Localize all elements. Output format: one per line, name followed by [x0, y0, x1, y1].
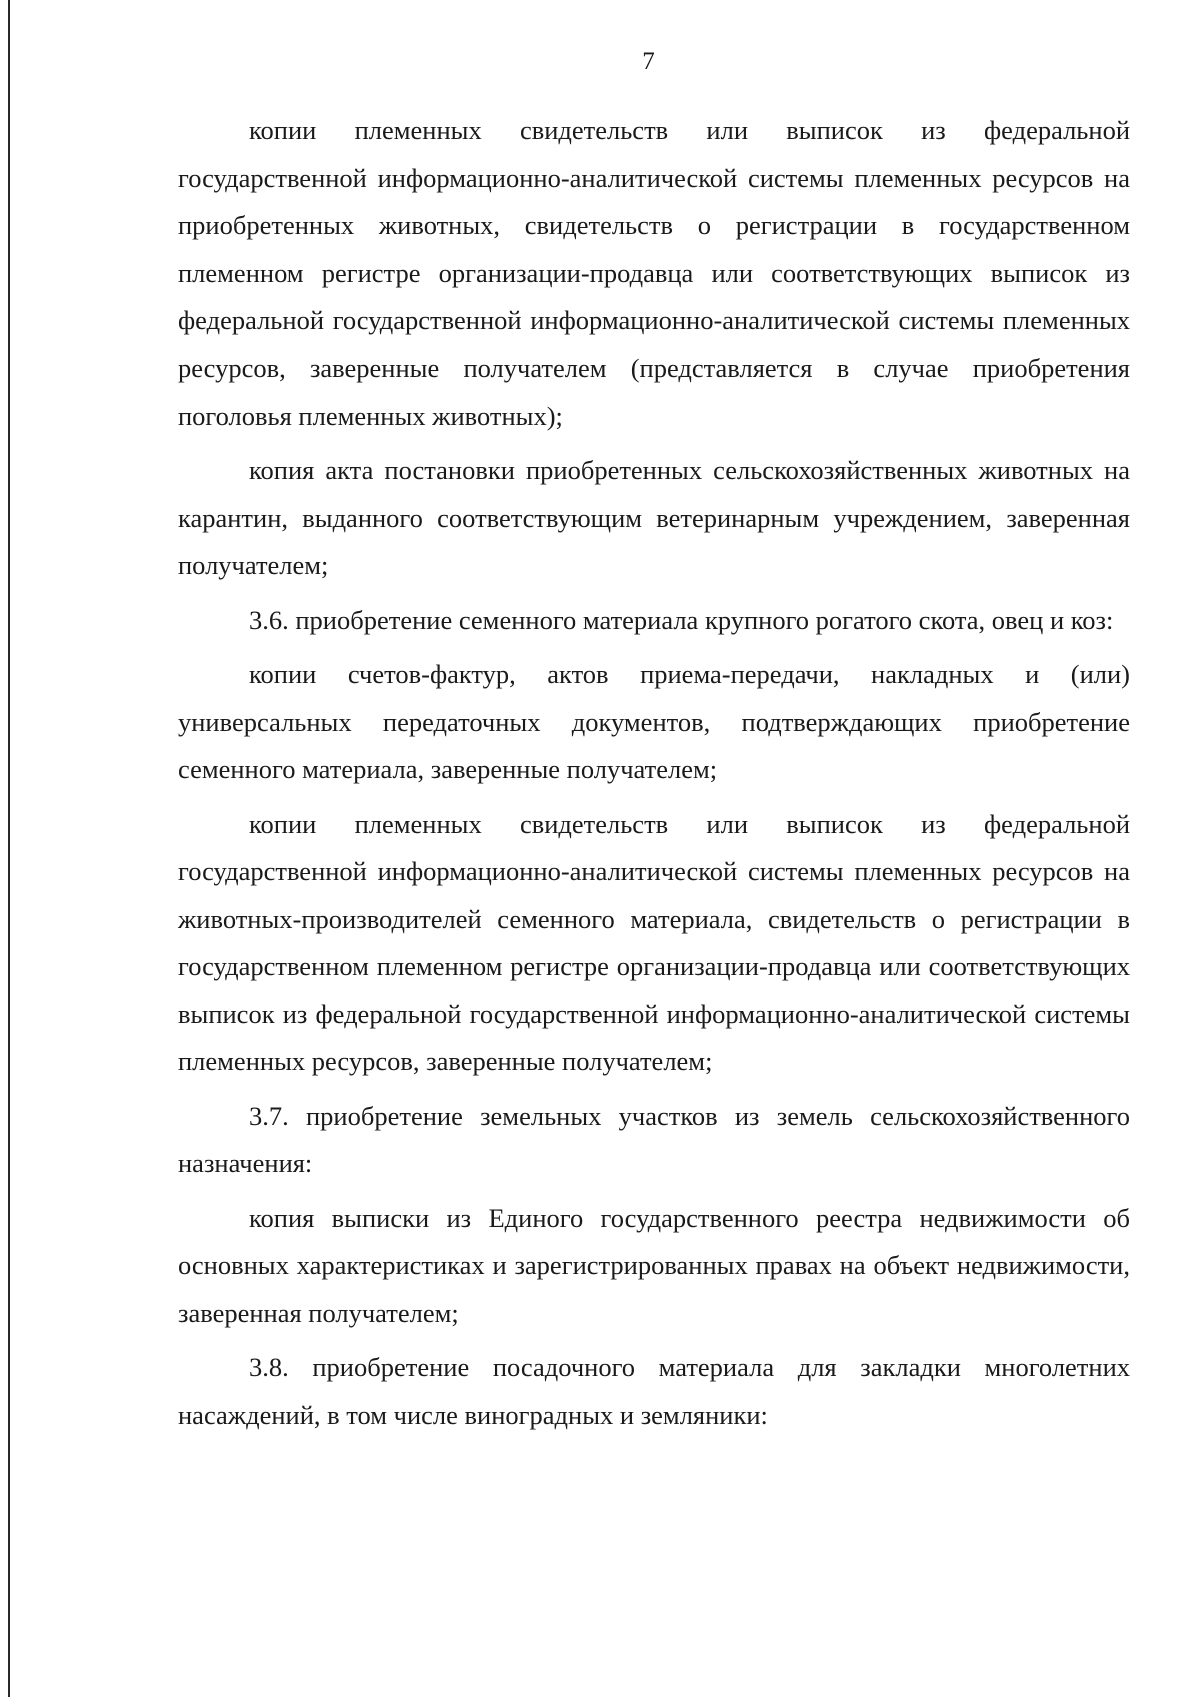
paragraph-quarantine-act: копия акта постановки приобретенных сельскохозяйственных животных на карантин, выданного соответствующим ветеринарным учреждением, заверенная получателем;: [178, 454, 1130, 581]
paragraph-section-3-6: 3.6. приобретение семенного материала крупного рогатого скота, овец и коз:: [249, 604, 1114, 635]
page-number: 7: [642, 48, 655, 75]
paragraph-section-3-8: 3.8. приобретение посадочного материала для закладки многолетних насаждений, в том числе виноградных и земляники:: [178, 1352, 1130, 1431]
paragraph-sire-certificates: копии племенных свидетельств или выписок из федеральной государственной информационно-аналитической системы племенных ресурсов на животных-производителей семенного материала, свидетельств о регистрации в государственном племенном регистре организации-продавца или соответствующих выписок из федеральной государственной информационно-аналитической системы племенных ресурсов, заверенные получателем;: [178, 808, 1130, 1077]
scan-edge-line: [8, 0, 10, 1697]
document-body: [178, 107, 1130, 1440]
paragraph-section-3-7: 3.7. приобретение земельных участков из земель сельскохозяйственного назначения:: [178, 1100, 1130, 1179]
paragraph-breeding-certificates: копии племенных свидетельств или выписок из федеральной государственной информационно-аналитической системы племенных ресурсов на приобретенных животных, свидетельств о регистрации в государственном племенном регистре организации-продавца или соответствующих выписок из федеральной государственной информационно-аналитической системы племенных ресурсов, заверенные получателем (представляется в случае приобретения поголовья племенных животных);: [178, 115, 1130, 431]
paragraph-registry-extract: копия выписки из Единого государственного реестра недвижимости об основных характеристиках и зарегистрированных правах на объект недвижимости, заверенная получателем;: [178, 1202, 1130, 1329]
paragraph-invoices: копии счетов-фактур, актов приема-передачи, накладных и (или) универсальных передаточных документов, подтверждающих приобретение семенного материала, заверенные получателем;: [178, 658, 1130, 785]
